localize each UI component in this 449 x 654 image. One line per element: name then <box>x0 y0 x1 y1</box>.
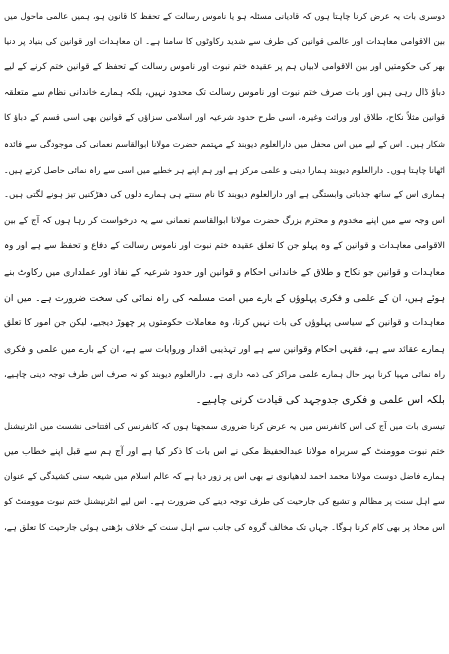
paragraph-request <box>4 209 445 414</box>
text-line: ختم نبوت موومنٹ کے سربراہ مولانا عبدالحفیظ مکی نے اس بات کا ذکر کیا ہے اور آج ہم سے قبل اپنے خطاب میں <box>4 446 445 458</box>
text-line: بلکہ اس علمی و فکری جدوجہد کی قیادت کرنی چاہیے۔ <box>195 393 445 406</box>
text-line: معاہدات و قوانین جو نکاح و طلاق کے خاندانی احکام و قوانین اور حدود شرعیہ کے نفاذ اور عملداری میں رکاوٹ بنے <box>4 266 445 278</box>
text-line: اس محاذ پر بھی کام کرنا ہوگا۔ جہاں تک مخالف گروہ کی جانب سے اہل سنت کے خلاف بڑھتی ہوئی جارحیت کا تعلق ہے، <box>4 522 445 533</box>
text-line: قوانین مثلاً نکاح، طلاق اور وراثت وغیرہ، اسی طرح حدود شرعیہ اور اسلامی سزاؤں کے قوانین بھی اسی قسم کے دباؤ کا <box>4 113 445 124</box>
paragraph-third-point <box>4 414 445 542</box>
text-line: دوسری بات یہ عرض کرنا چاہتا ہوں کہ قادیانی مسئلہ ہو یا ناموس رسالت کے تحفظ کا قانون ہو، ہمیں عالمی ماحول میں <box>4 11 445 21</box>
text-line: بھر کی حکومتیں اور بین الاقوامی لابیاں ہم پر عقیدہ ختم نبوت اور ناموس رسالت کے تحفظ کے قوانین ختم کرنے کے لیے <box>4 62 445 73</box>
text-line: تیسری بات میں آج کی اس کانفرنس میں یہ عرض کرنا ضروری سمجھتا ہوں کہ کانفرنس کی افتتاحی نشست میں انٹرنیشنل <box>4 420 445 431</box>
text-line: ہمارے عقائد سے ہے، فقہی احکام وقوانین سے ہے اور تہذیبی اقدار وروایات سے ہے، ان کے بارے میں علمی و فکری <box>4 343 445 355</box>
text-line: اٹھانا چاہتا ہوں۔ دارالعلوم دیوبند ہمارا دینی و علمی مرکز ہے اور ہم اپنے ہر خطبے میں اسی سے راہ نمائی حاصل کرتے ہیں۔ <box>4 164 445 175</box>
text-line: اس وجہ سے میں اپنے مخدوم و محترم بزرگ حضرت مولانا ابوالقاسم نعمانی سے یہ درخواست کر رہا ہوں کہ آج کے بین <box>4 215 445 226</box>
text-line: سے اہل سنت پر مظالم و تشیع کی جارحیت کی طرف توجہ دینے کی ضرورت ہے۔ اس لیے انٹرنیشنل ختم نبوت موومنٹ کو <box>4 497 445 508</box>
text-line: شکار ہیں۔ اس کے لیے میں اس محفل میں دارالعلوم دیوبند کے مہتمم حضرت مولانا ابوالقاسم نعمانی کی موجودگی سے فائدہ <box>4 138 445 149</box>
text-line: الاقوامی معاہدات و قوانین کے وہ پہلو جن کا تعلق عقیدہ ختم نبوت اور ناموس رسالت کے دفاع و تحفظ سے ہے اور وہ <box>4 241 445 252</box>
text-line: ہوئے ہیں، ان کے علمی و فکری پہلوؤں کے بارے میں امت مسلمہ کی راہ نمائی کی سخت ضرورت ہے۔ میں ان <box>4 292 445 304</box>
text-line: بین الاقوامی معاہدات اور عالمی قوانین کی طرف سے شدید رکاوٹوں کا سامنا ہے۔ ان معاہدات اور قوانین کی بنیاد پر دنیا <box>4 36 445 47</box>
text-line: ہمارے فاضل دوست مولانا محمد احمد لدھیانوی نے بھی اس پر زور دیا ہے کہ عالم اسلام میں شیعہ سنی کشیدگی کے عنوان <box>4 471 445 482</box>
text-line: راہ نمائی مہیا کرنا بہر حال ہمارے علمی مراکز کی ذمہ داری ہے۔ دارالعلوم دیوبند کو نہ صرف اس طرف توجہ دینی چاہیے، <box>4 369 445 380</box>
text-line: ہماری اس کے ساتھ جذباتی وابستگی ہے اور دارالعلوم دیوبند کا نام سنتے ہی ہمارے دلوں کی دھڑکنیں تیز ہونے لگتی ہیں۔ <box>4 190 445 201</box>
text-line: دباؤ ڈال رہی ہیں اور بات صرف ختم نبوت اور ناموس رسالت تک محدود نہیں، بلکہ ہمارے خاندانی نظام سے متعلقہ <box>4 87 445 98</box>
text-line: معاہدات و قوانین کے سیاسی پہلوؤں کی بات نہیں کرتا، وہ معاملات حکومتوں پر چھوڑ دیجیے، لیکن جن امور کا تعلق <box>4 318 445 329</box>
paragraph-second-point <box>4 4 445 209</box>
